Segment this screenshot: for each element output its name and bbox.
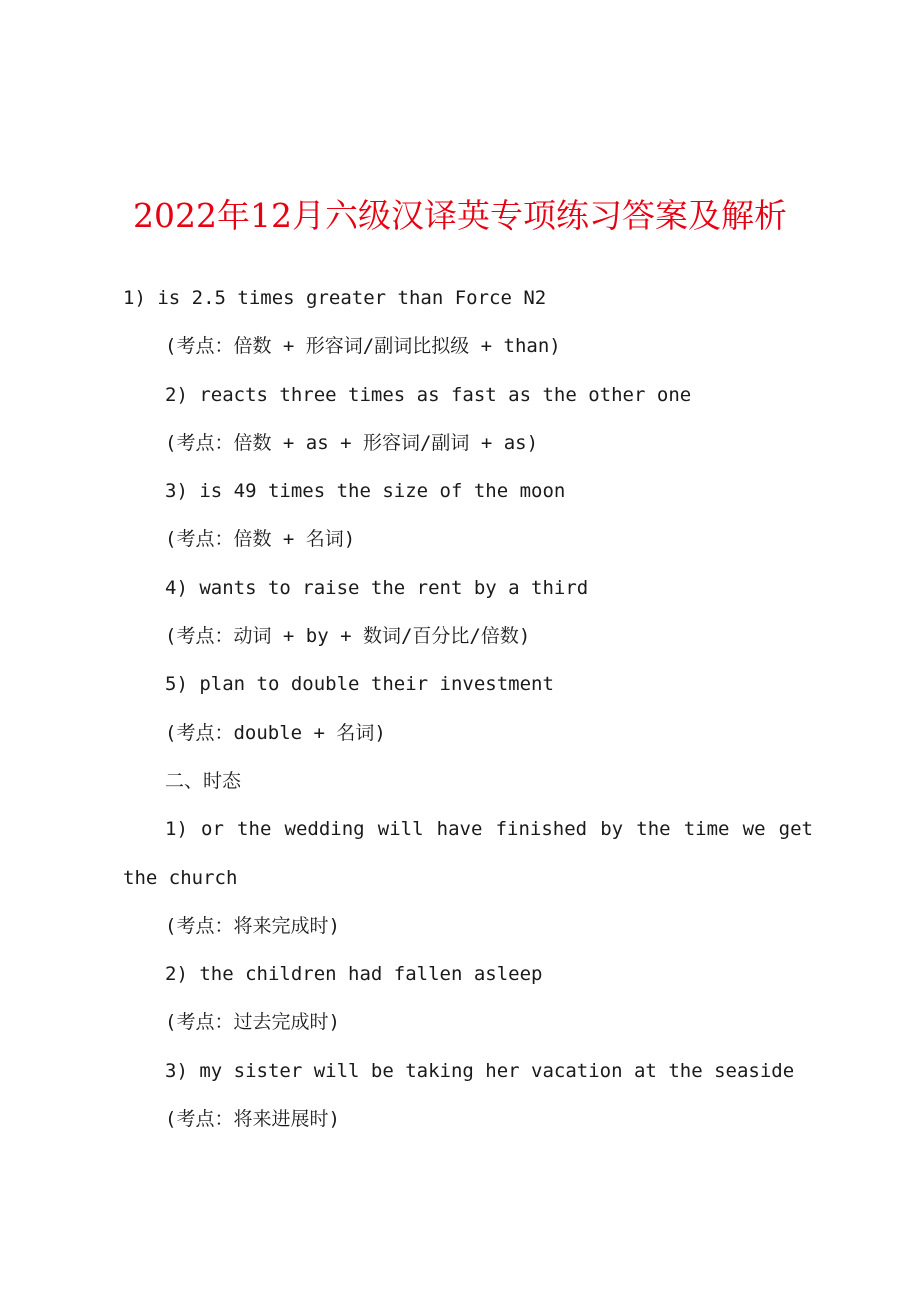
exam-point-line: (考点：double + 名词) xyxy=(165,721,386,744)
exam-point-line: (考点：倍数 + 名词) xyxy=(165,528,356,551)
exam-point-line: (考点：倍数 + as + 形容词/副词 + as) xyxy=(165,431,539,454)
answer-line: 2) reacts three times as fast as the other one xyxy=(165,383,692,406)
section-heading: 二、时态 xyxy=(165,769,242,792)
answer-line: 3) is 49 times the size of the moon xyxy=(165,480,566,503)
exam-point-line: (考点：将来进展时) xyxy=(165,1108,340,1131)
answer-line: 3) my sister will be taking her vacation at the seaside xyxy=(165,1059,795,1082)
answer-line: 1) is 2.5 times greater than Force N2 xyxy=(123,287,547,309)
exam-point-line: (考点：过去完成时) xyxy=(165,1011,340,1034)
exam-point-line: (考点：倍数 + 形容词/副词比拟级 + than) xyxy=(165,335,561,358)
answer-line: 4) wants to raise the rent by a third xyxy=(165,576,589,599)
answer-line: 1) or the wedding will have finished by the time we get xyxy=(165,818,813,841)
exam-point-line: (考点：将来完成时) xyxy=(165,914,340,937)
answer-line: 5) plan to double their investment xyxy=(165,673,554,696)
answer-line: 2) the children had fallen asleep xyxy=(165,963,543,986)
answer-line-continuation: the church xyxy=(123,866,238,889)
exam-point-line: (考点：动词 + by + 数词/百分比/倍数) xyxy=(165,625,531,648)
answer-list xyxy=(123,276,813,1145)
page-title: 2022年12月六级汉译英专项练习答案及解析 xyxy=(133,196,787,235)
